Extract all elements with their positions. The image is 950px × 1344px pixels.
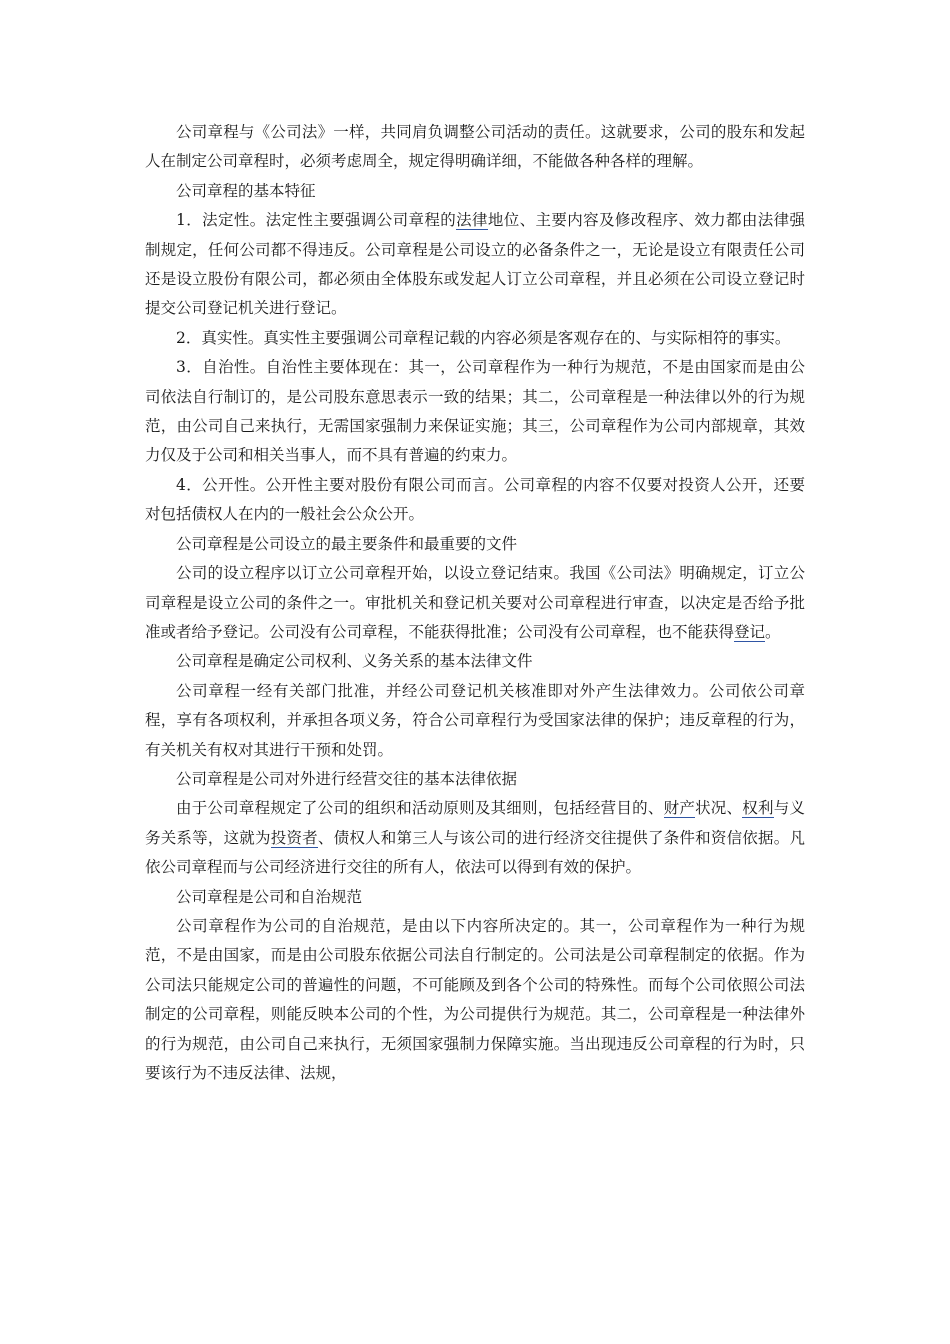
paragraph: [145, 794, 805, 882]
paragraph-text: 公司章程是公司设立的最主要条件和最重要的文件: [176, 534, 518, 553]
paragraph-text: 与义务关系等，这就为: [145, 799, 805, 847]
paragraph: [145, 677, 805, 765]
paragraph-text: 公司章程是确定公司权利、义务关系的基本法律文件: [176, 652, 533, 671]
paragraph: [145, 883, 805, 912]
hyperlink[interactable]: 财产: [663, 799, 696, 818]
hyperlink[interactable]: 投资者: [270, 828, 318, 847]
paragraph-text: 4．公开性。公开性主要对股份有限公司而言。公司章程的内容不仅要对投资人公开，还要对包括债权人在内的一般社会公众公开。: [145, 475, 805, 524]
paragraph-text: 公司章程一经有关部门批准，并经公司登记机关核准即对外产生法律效力。公司依公司章程，享有各项权利，并承担各项义务，符合公司章程行为受国家法律的保护；违反章程的行为，有关机关有权对其进行干预和处罚。: [145, 681, 805, 759]
paragraph: [145, 912, 805, 1088]
paragraph-text: 公司章程是公司对外进行经营交往的基本法律依据: [176, 769, 518, 788]
paragraph-text: 状况、: [695, 799, 743, 818]
paragraph-text: 公司章程与《公司法》一样，共同肩负调整公司活动的责任。这就要求，公司的股东和发起人在制定公司章程时，必须考虑周全，规定得明确详细，不能做各种各样的理解。: [145, 123, 805, 171]
paragraph-text: 公司章程是公司和自治规范: [176, 887, 363, 906]
paragraph: [145, 530, 805, 559]
paragraph: [145, 765, 805, 794]
hyperlink[interactable]: 权利: [742, 799, 774, 818]
paragraph-text: 1．法定性。法定性主要强调公司章程的: [176, 211, 457, 230]
paragraph-text: 、债权人和第三人与该公司的进行经济交往提供了条件和资信依据。凡依公司章程而与公司经济进行交往的所有人，依法可以得到有效的保护。: [145, 828, 805, 877]
paragraph: [145, 206, 805, 324]
paragraph-text: 。: [765, 622, 781, 641]
paragraph-text: 公司章程作为公司的自治规范，是由以下内容所决定的。其一，公司章程作为一种行为规范，不是由国家，而是由公司股东依据公司法自行制定的。公司法是公司章程制定的依据。作为公司法只能规定公司的普遍性的问题，不可能顾及到各个公司的特殊性。而每个公司依照公司法制定的公司章程，则能反映本公司的个性，为公司提供行为规范。其二，公司章程是一种法律外的行为规范，由公司自己来执行，无须国家强制力保障实施。当出现违反公司章程的行为时，只要该行为不违反法律、法规，: [145, 916, 805, 1082]
paragraph: [145, 559, 805, 647]
paragraph: [145, 471, 805, 530]
paragraph-text: 2．真实性。真实性主要强调公司章程记载的内容必须是客观存在的、与实际相符的事实。: [176, 328, 791, 347]
hyperlink[interactable]: 法律: [456, 211, 488, 230]
paragraph-text: 由于公司章程规定了公司的组织和活动原则及其细则，包括经营目的、: [176, 799, 664, 818]
paragraph: [145, 118, 805, 177]
paragraph: [145, 647, 805, 676]
document-body: [145, 118, 805, 1088]
paragraph: [145, 177, 805, 206]
paragraph-text: 3．自治性。自治性主要体现在：其一，公司章程作为一种行为规范，不是由国家而是由公司依法自行制订的，是公司股东意思表示一致的结果；其二，公司章程是一种法律以外的行为规范，由公司自己来执行，无需国家强制力来保证实施；其三，公司章程作为公司内部规章，其效力仅及于公司和相关当事人，而不具有普遍的约束力。: [145, 358, 805, 465]
paragraph: [145, 353, 805, 471]
paragraph-text: 地位、主要内容及修改程序、效力都由法律强制规定，任何公司都不得违反。公司章程是公司设立的必备条件之一，无论是设立有限责任公司还是设立股份有限公司，都必须由全体股东或发起人订立公司章程，并且必须在公司设立登记时提交公司登记机关进行登记。: [145, 211, 805, 318]
hyperlink[interactable]: 登记: [734, 622, 766, 641]
paragraph-text: 公司的设立程序以订立公司章程开始，以设立登记结束。我国《公司法》明确规定，订立公司章程是设立公司的条件之一。审批机关和登记机关要对公司章程进行审查，以决定是否给予批准或者给予登记。公司没有公司章程，不能获得批准；公司没有公司章程，也不能获得: [145, 564, 805, 641]
paragraph: [145, 324, 805, 353]
paragraph-text: 公司章程的基本特征: [176, 181, 316, 200]
